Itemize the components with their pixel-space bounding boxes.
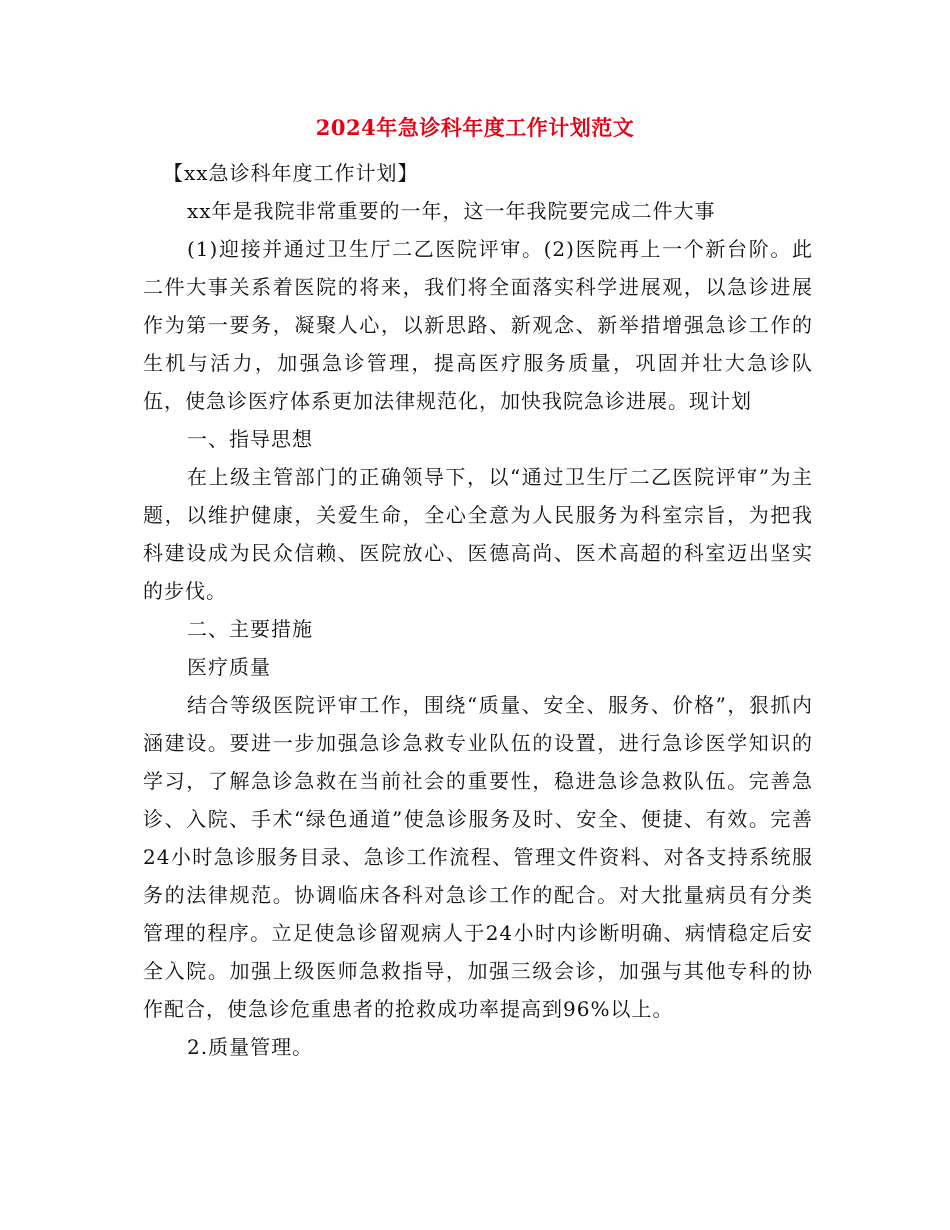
- paragraph-medical-quality: 结合等级医院评审工作，围绕“质量、安全、服务、价格”，狠抓内涵建设。要进一步加强急诊急救专业队伍的设置，进行急诊医学知识的学习，了解急诊急救在当前社会的重要性，稳进急诊急救队伍。完善急诊、入院、手术“绿色通道”使急诊服务及时、安全、便捷、有效。完善24小时急诊服务目录、急诊工作流程、管理文件资料、对各支持系统服务的法律规范。协调临床各科对急诊工作的配合。对大批量病员有分类管理的程序。立足使急诊留观病人于24小时内诊断明确、病情稳定后安全入院。加强上级医师急救指导，加强三级会诊，加强与其他专科的协作配合，使急诊危重患者的抢救成功率提高到96%以上。: [143, 693, 813, 1021]
- paragraph-two-tasks: (1)迎接并通过卫生厅二乙医院评审。(2)医院再上一个新台阶。此二件大事关系着医院的将来，我们将全面落实科学进展观，以急诊进展作为第一要务，凝聚人心，以新思路、新观念、新举措增强急诊工作的生机与活力，加强急诊管理，提高医疗服务质量，巩固并壮大急诊队伍，使急诊医疗体系更加法律规范化，加快我院急诊进展。现计划: [143, 237, 813, 413]
- section-heading-guiding-ideology: 一、指导思想: [187, 427, 313, 451]
- paragraph-guiding-ideology: 在上级主管部门的正确领导下，以“通过卫生厅二乙医院评审”为主题，以维护健康，关爱生命，全心全意为人民服务为科室宗旨，为把我科建设成为民众信赖、医院放心、医德高尚、医术高超的科室迈出坚实的步伐。: [143, 465, 813, 603]
- paragraph-intro: xx年是我院非常重要的一年，这一年我院要完成二件大事: [187, 199, 716, 223]
- document-title: 2024年急诊科年度工作计划范文: [315, 115, 635, 140]
- subheading-quality-management: 2.质量管理。: [187, 1035, 314, 1059]
- document-body: [143, 154, 813, 1066]
- subheading-medical-quality: 医疗质量: [187, 655, 271, 679]
- plan-heading: 【xx急诊科年度工作计划】: [163, 161, 419, 185]
- section-heading-main-measures: 二、主要措施: [187, 617, 313, 641]
